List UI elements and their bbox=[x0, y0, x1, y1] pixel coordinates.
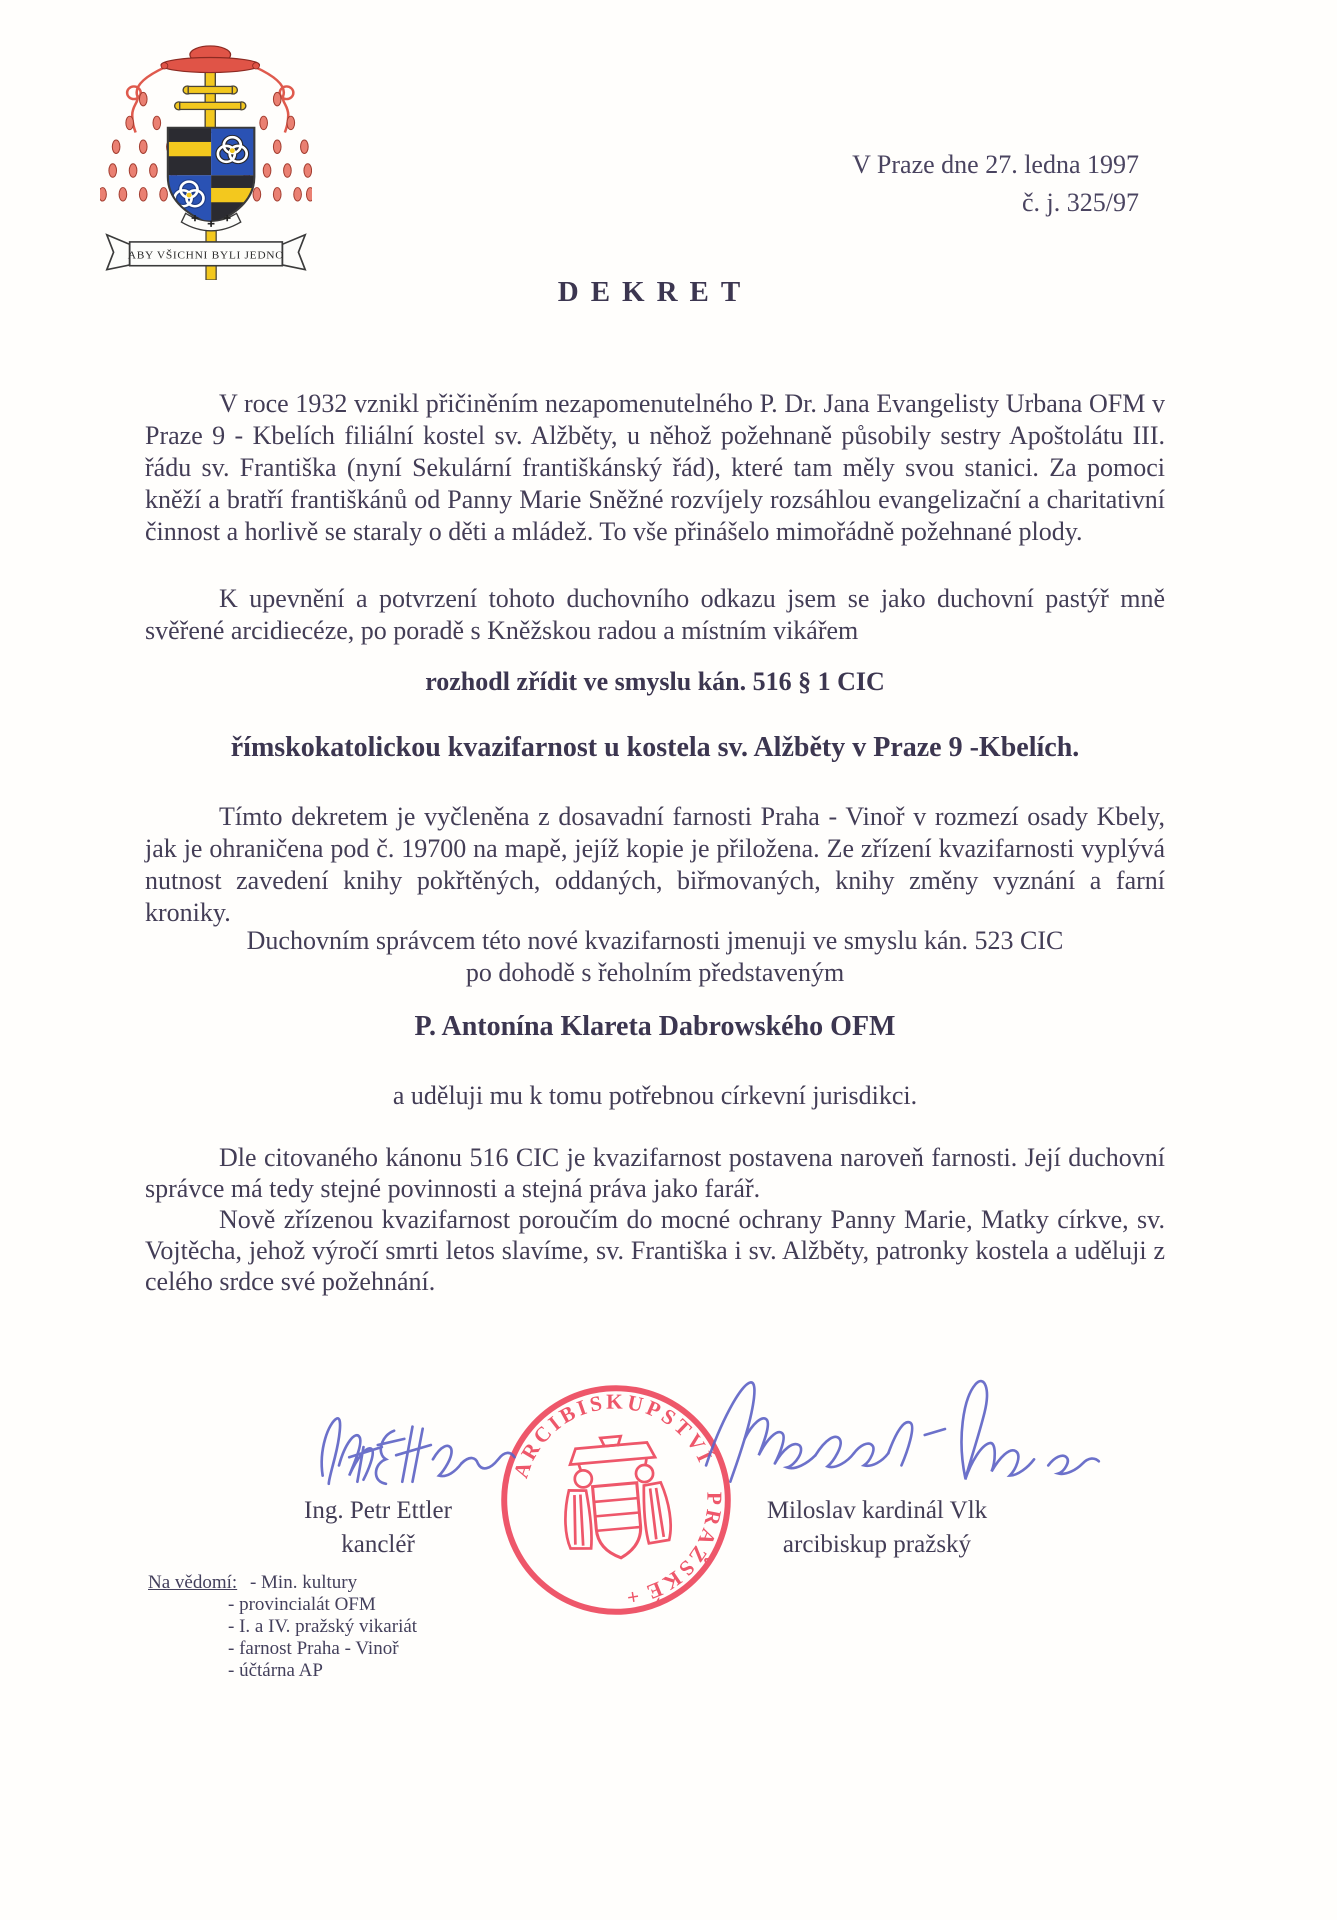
quartered-shield-icon bbox=[168, 128, 254, 226]
distribution-label: Na vědomí: bbox=[148, 1572, 238, 1593]
date-block bbox=[852, 146, 1139, 222]
signatory-right-title: arcibiskup pražský bbox=[782, 1531, 972, 1558]
signatory-right-name: Miloslav kardinál Vlk bbox=[766, 1497, 988, 1524]
decision-line: rozhodl zřídit ve smyslu kán. 516 § 1 CIC bbox=[425, 667, 885, 696]
handwritten-signature-left-icon bbox=[308, 1396, 518, 1494]
establishment-line: římskokatolickou kvazifarnost u kostela sv. Alžběty v Praze 9 -Kbelích. bbox=[230, 732, 1080, 763]
distribution-row bbox=[148, 1572, 417, 1594]
signatory-left-title: kancléř bbox=[341, 1531, 415, 1558]
paragraph-intent: K upevnění a potvrzení tohoto duchovního odkazu jsem se jako duchovní pastýř mně svěřené arcidiecéze, po poradě s Kněžskou radou a místním vikářem bbox=[145, 584, 1165, 645]
distribution-list bbox=[148, 1572, 417, 1682]
handwritten-signature-right-icon bbox=[700, 1372, 1110, 1492]
administrator-line: Duchovním správcem této nové kvazifarnosti jmenuji ve smyslu kán. 523 CIC bbox=[246, 926, 1064, 955]
paragraph-canon: Dle citovaného kánonu 516 CIC je kvazifarnost postavena naroveň farnosti. Její duchovní správce má tedy stejné povinnosti a stejná práva jako farář. bbox=[145, 1143, 1165, 1203]
archbishop-coat-of-arms bbox=[100, 42, 312, 280]
patriarchal-cross-icon bbox=[175, 68, 246, 133]
motto-text: ABY VŠICHNI BYLI JEDNO bbox=[127, 249, 285, 262]
signature-archbishop bbox=[700, 1372, 1110, 1492]
distribution-item: - provincialát OFM bbox=[228, 1594, 376, 1615]
distribution-item: - I. a IV. pražský vikariát bbox=[228, 1616, 418, 1637]
jurisdiction-line: a uděluji mu k tomu potřebnou církevní jurisdikci. bbox=[392, 1081, 918, 1110]
galero-hat-icon bbox=[161, 46, 259, 73]
stamp-arc-top-text: ARCIBISKUPSTVÍ bbox=[508, 1389, 719, 1481]
date-line: V Praze dne 27. ledna 1997 bbox=[852, 150, 1139, 179]
document-title: DEKRET bbox=[557, 276, 753, 308]
stamp-cross-mark: + bbox=[621, 1584, 642, 1611]
agreement-line: po dohodě s řeholním představeným bbox=[465, 958, 845, 987]
stamp-arc-bottom-text: PRAŽSKÉ bbox=[640, 1491, 727, 1606]
appointee-name-line: P. Antonína Klareta Dabrowského OFM bbox=[414, 1011, 896, 1042]
stamp-emblem-icon bbox=[558, 1433, 673, 1563]
paragraph-blessing: Nově zřízenou kvazifarnost poroučím do mocné ochrany Panny Marie, Matky církve, sv. Vojtěcha, jehož výročí smrti letos slavíme, sv. Františka i sv. Alžběty, patronky kostela a uděluji z celého srdce své požehnání. bbox=[145, 1205, 1165, 1296]
distribution-item: - Min. kultury bbox=[249, 1572, 358, 1593]
distribution-item: - farnost Praha - Vinoř bbox=[228, 1638, 399, 1659]
paragraph-history: V roce 1932 vznikl přičiněním nezapomenutelného P. Dr. Jana Evangelisty Urbana OFM v Praze 9 - Kbelích filiální kostel sv. Alžběty, u něhož požehnaně působily sestry Apoštolátu III. řádu sv. Františka (nyní Sekulární františkánský řád), které tam měly svou stanici. Za pomoci kněží a bratří františkánů od Panny Marie Sněžné rozvíjely rozsáhlou evangelizační a charitativní činnost a horlivě se staraly o děti a mládež. To vše přinášelo mimořádně požehnané plody. bbox=[145, 389, 1165, 546]
cardinal-coat-of-arms-icon bbox=[100, 42, 312, 280]
signature-chancellor bbox=[308, 1396, 518, 1494]
distribution-item: - účtárna AP bbox=[228, 1660, 323, 1681]
reference-number: č. j. 325/97 bbox=[1022, 188, 1139, 217]
signatory-left-name: Ing. Petr Ettler bbox=[304, 1497, 452, 1524]
paragraph-boundaries: Tímto dekretem je vyčleněna z dosavadní farnosti Praha - Vinoř v rozmezí osady Kbely, jak je ohraničena pod č. 19700 na mapě, jejíž kopie je přiložena. Ze zřízení kvazifarnosti vyplývá nutnost zavedení knihy pokřtěných, oddaných, biřmovaných, knihy změny vyznání a farní kroniky. bbox=[145, 802, 1165, 927]
